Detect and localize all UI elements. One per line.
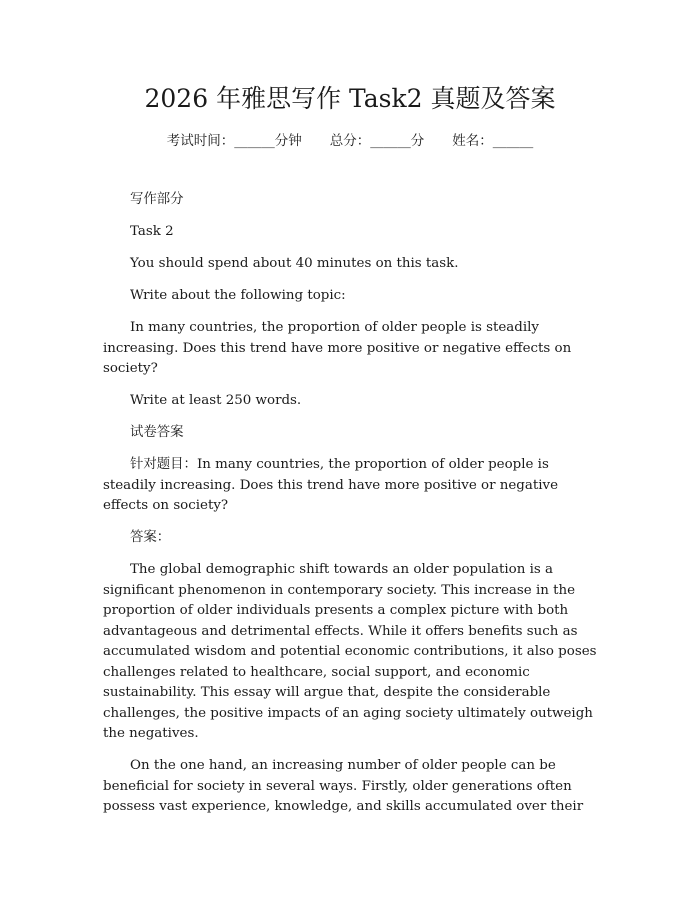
task-label: Task 2 (130, 224, 174, 239)
exam-info-line (0, 131, 700, 151)
instruction-word-count: Write at least 250 words. (130, 393, 302, 408)
instruction-time: You should spend about 40 minutes on this task. (130, 256, 459, 271)
name-field: 姓名：______ (452, 133, 534, 149)
page-title: 2026 年雅思写作 Task2 真题及答案 (144, 84, 556, 113)
essay-prompt: In many countries, the proportion of older people is steadily increasing. Does this trend have more positive or negative effects on society? (103, 320, 572, 376)
answer-paragraph-1: The global demographic shift towards an older population is a significant phenomenon in contemporary society. This increase in the proportion of older individuals presents a complex picture with both advantageous and detrimental effects. While it offers benefits such as accumulated wisdom and potential economic contributions, it also poses challenges related to healthcare, social support, and economic sustainability. This essay will argue that, despite the considerable challenges, the positive impacts of an aging society ultimately outweigh the negatives. (103, 562, 597, 741)
instruction-topic: Write about the following topic: (130, 288, 346, 303)
answer-paragraph-2: On the one hand, an increasing number of older people can be beneficial for society in several ways. Firstly, older generations often possess vast experience, knowledge, and skills accumulated over their (103, 758, 584, 814)
total-score-field: 总分：______分 (329, 133, 425, 149)
answer-label: 答案： (130, 530, 171, 545)
target-question: 针对题目：In many countries, the proportion of older people is steadily increasing. Does this trend have more positive or negative effects on society? (103, 457, 558, 513)
exam-time-field: 考试时间：______分钟 (166, 133, 302, 149)
section-title: 写作部分 (130, 192, 184, 207)
answer-section-title: 试卷答案 (130, 425, 184, 440)
